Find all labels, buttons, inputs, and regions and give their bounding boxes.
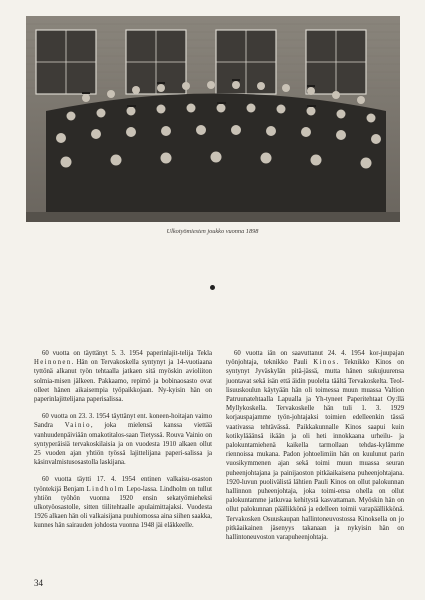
paragraph-text: 60 vuotta täytti 17. 4. 1954 entinen valkaisu-osaston työntekijä Benjam [34, 476, 212, 493]
person-name: Kinos [313, 359, 337, 367]
left-text-column [34, 349, 212, 539]
person-name: Heinonen [34, 359, 72, 367]
paragraph-vainio [34, 412, 212, 467]
person-name: Vainio [64, 422, 91, 430]
paragraph-text: 60 vuotta iän on saavuttanut 24. 4. 1954 kor-juupajan työnjohtaja, teknikko Pauli [226, 350, 404, 367]
group-photo-image [26, 16, 400, 222]
right-text-column [226, 349, 404, 550]
paragraph-text: 60 vuotta on 23. 3. 1954 täyttänyt ent. koneen-hoitajan vaimo Sandra [34, 413, 212, 430]
paragraph-text: , joka mielensä kanssa viettää vanhuudenpäiviään omakotitalos-saan Tietyssä. Rouva Vainio on syntyperäisiä tervakoskilaisia ja on vuodesta 1910 alkaen ollut 25 vuoden ajan yhtiön työssä lajittelijana paperi-salissa ja käsinvalmistusosastolla laskijana. [34, 422, 213, 467]
paragraph-text: . Hän on Tervakoskella syntynyt ja 14-vuotiaana tyttönä alkanut työn tehtaalla jatkaen sitä myöskin avioliiton solmia-misen jälkeen. Pakkaamo, repimö ja bobinaosasto ovat olleet hänen aikaisempia työpaikkojaan. Ny-kyisin hän on paperinlajittelijana paperisalissa. [34, 359, 212, 404]
paragraph-text: 60 vuotta on täyttänyt 5. 3. 1954 paperinlajit-telija Tekla [42, 350, 212, 357]
paragraph-lindholm [34, 475, 212, 530]
paragraph-heinonen [34, 349, 212, 404]
paragraph-kinos [226, 349, 404, 542]
page-number: 34 [34, 578, 43, 588]
section-divider-dot [210, 285, 215, 290]
group-photo [26, 16, 400, 222]
photo-caption: Ulkotyömiesten joukko vuonna 1898 [166, 228, 259, 235]
paragraph-text: . Teknikko Kinos on syntynyt Jyväskylän pitä-jässä, mutta hänen sukujuurensa juontavat sekä isän että äidin puolelta täältä Tervakoskelta. Teol-lisuuskoulun käytyään hän oli toimessa muun muassa Valtion Patruunatehtaalla Lapualla ja Yh-tyneet Paperitehtaat Oy:llä Myllykoskella. Tervakoskelle hän tuli 1. 3. 1929 korjauspajamme työn-johtajaksi toimien edelleenkin tässä vaativassa tehtävässä. Paikkakunnalle Kinos saapui kuin kotikylääänsä ikään ja oli heti innokkaana urheilu- ja palokuntamiehenä kaikella tarmollaan tehdas-kylämme riennoissa mukana. Padon johtoelimiin hän on kuulunut parin vuosikymmenen ajan sekä toimi muun muassa seuran puheenjohtajana ja painijaoston pitkäaikaisena puheenjohtajana. 1920-luvun puolivälistä lähtien Pauli Kinos on ollut palokunnan hallinnon puheenjohtaja, joka toimi-ensa ohella on ollut palokuntamme jatkuvaa kehitystä kasvattaman. Myöskin hän on ollut palokunnan päällikkönä ja edelleen toimii varapäällikkönä. Tervakosken Osuuskaupan hallintoneuvostossa Kinoksella on jo pitkäaikainen jäsenyys takanaan ja nykyisin hän on hallintoneuvoston varapuheenjohtaja. [226, 359, 404, 542]
person-name: Lindholm [86, 485, 125, 493]
paragraph-text: Lepo-lassa. Lindholm on tullut yhtiön työhön vuonna 1920 ensin sekatyömieheksi ulkotyöosastolle, sitten tiilitehtaalle apulaimittajaksi. Vuodesta 1926 alkaen hän oli valkaisijana puuhiomossa aina siihen saakka, kunnes hän sairauden johdosta vuonna 1948 jäi eläkkeelle. [34, 485, 212, 530]
